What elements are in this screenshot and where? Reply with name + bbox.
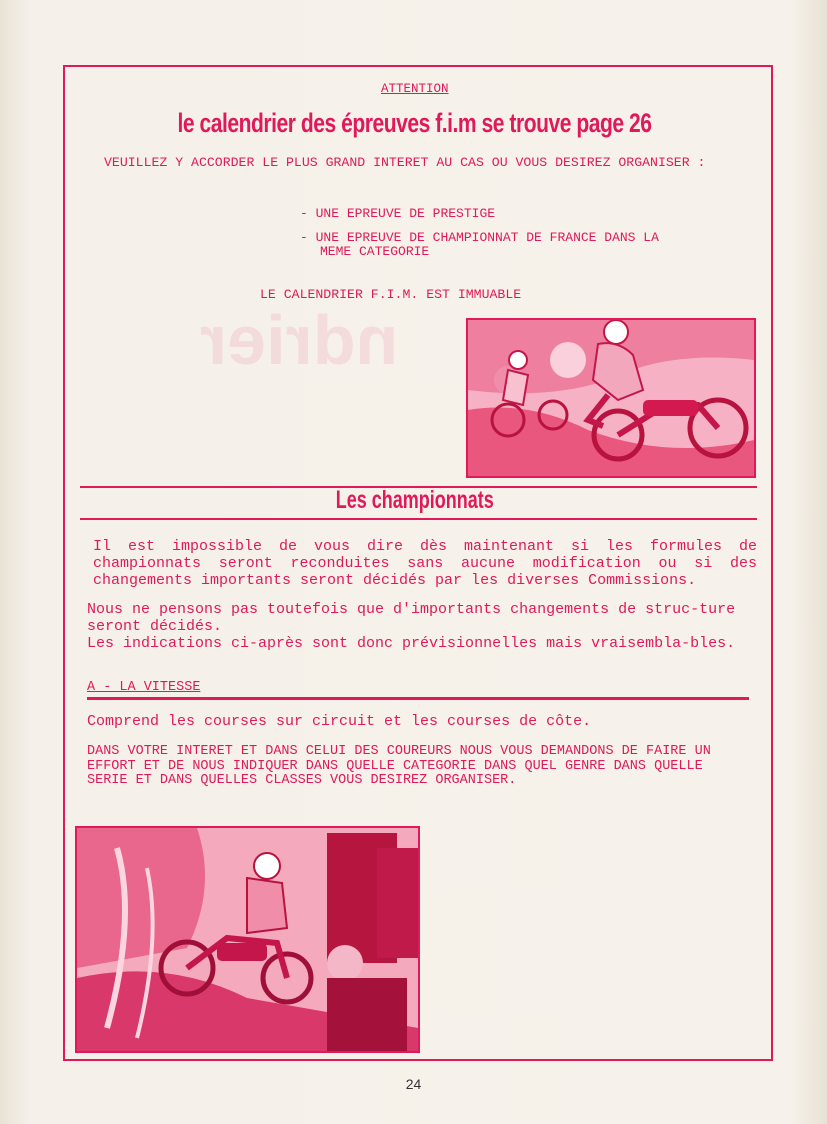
paragraph-intro: Il est impossible de vous dire dès maintenant si les formules de championnats seront reconduites sans aucune modification ou si des changements importants seront décidés par les diverses Commissions. (93, 538, 757, 589)
bullet-text: UNE EPREUVE DE PRESTIGE (315, 206, 496, 221)
trial-rider-photo (466, 318, 756, 478)
paragraph-changes (87, 601, 757, 652)
paragraph-request: DANS VOTRE INTERET ET DANS CELUI DES COUREURS NOUS VOUS DEMANDONS DE FAIRE UN EFFORT ET DE NOUS INDIQUER DANS QUELLE CATEGORIE DANS QUEL GENRE DANS QUELLE SERIE ET DANS QUELLES CLASSES VOUS DESIREZ ORGANISER. (87, 744, 711, 788)
bullet-item (300, 207, 495, 221)
calendar-headline: le calendrier des épreuves f.i.m se trouve page 26 (177, 108, 652, 138)
show-through-text: ndrier (200, 301, 399, 379)
bullet-text-continued: MEME CATEGORIE (320, 244, 430, 259)
fim-note: LE CALENDRIER F.I.M. EST IMMUABLE (260, 287, 522, 302)
section-title: Les championnats (335, 486, 494, 514)
subsection-heading: A - LA VITESSE (87, 680, 201, 695)
hillclimb-illustration (77, 828, 418, 1051)
hillclimb-photo (75, 826, 420, 1053)
trial-rider-illustration (468, 320, 754, 476)
subsection-rule (87, 697, 749, 700)
paragraph-forecast: Les indications ci-après sont donc prévisionnelles mais vraisembla-bles. (87, 635, 736, 652)
page-number: 24 (405, 1076, 422, 1092)
paragraph-vitesse: Comprend les courses sur circuit et les courses de côte. (87, 713, 592, 730)
bullet-item (300, 231, 760, 259)
section-rule-bottom (80, 518, 757, 520)
bullet-dash: - (300, 206, 308, 221)
bullet-text: UNE EPREUVE DE CHAMPIONNAT DE FRANCE DANS LA (315, 230, 659, 245)
bullet-dash: - (300, 230, 308, 245)
paragraph-changes-line: Nous ne pensons pas toutefois que d'importants changements de struc-ture seront décidés. (87, 601, 736, 635)
intro-text: VEUILLEZ Y ACCORDER LE PLUS GRAND INTERET AU CAS OU VOUS DESIREZ ORGANISER : (104, 155, 706, 170)
attention-heading: ATTENTION (381, 82, 449, 96)
